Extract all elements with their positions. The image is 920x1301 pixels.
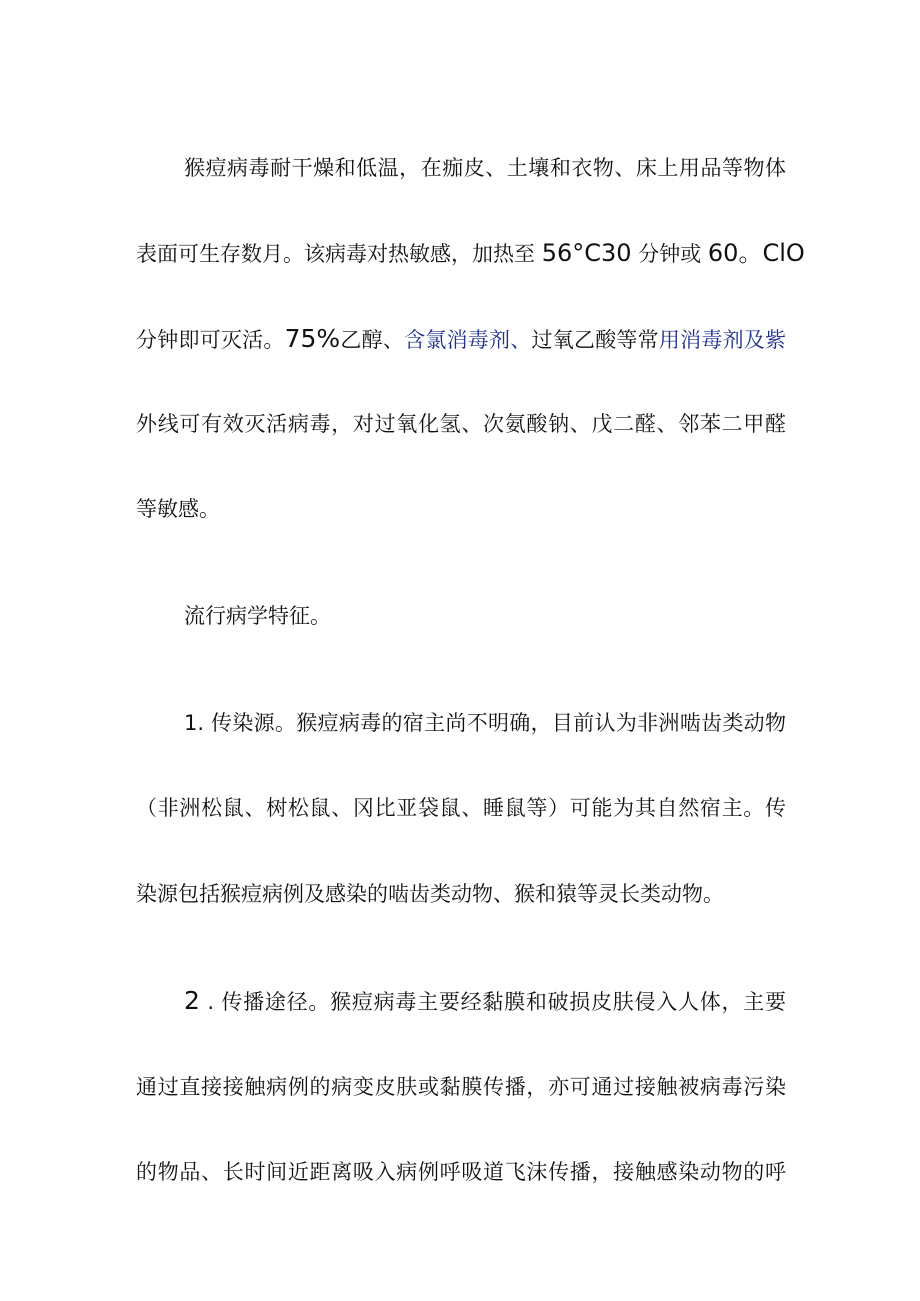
- section-heading: 流行病学特征。: [184, 604, 331, 628]
- p1-line-3: [136, 319, 786, 359]
- p3-line-3: 的物品、长时间近距离吸入病例呼吸道飞沫传播，接触感染动物的呼: [136, 1160, 786, 1184]
- p3-number: 2: [184, 986, 200, 1015]
- p1-chlorine-disinfectant-link[interactable]: 含氯消毒剂、: [404, 328, 532, 352]
- p1-percent: 75%: [284, 324, 341, 353]
- p1-line-3-text-a: 分钟即可灭活。: [136, 328, 285, 352]
- p3-line-1-text: . 传播途径。猴痘病毒主要经黏膜和破损皮肤侵入人体，主要: [199, 990, 786, 1014]
- p2-line-1: 1. 传染源。猴痘病毒的宿主尚不明确，目前认为非洲啮齿类动物: [184, 711, 786, 735]
- p1-disinfectant-link[interactable]: 用消毒剂及紫: [658, 328, 787, 352]
- p1-line-2-text-a: 表面可生存数月。该病毒对热敏感，加热至: [136, 242, 535, 266]
- p1-line-4: 外线可有效灭活病毒，对过氧化氢、次氨酸钠、戊二醛、邻苯二甲醛: [136, 412, 786, 436]
- p3-line-2: 通过直接接触病例的病变皮肤或黏膜传播，亦可通过接触被病毒污染: [136, 1075, 786, 1099]
- p2-line-3: 染源包括猴痘病例及感染的啮齿类动物、猴和猿等灵长类动物。: [136, 882, 724, 906]
- p1-line-2: [136, 233, 805, 273]
- p1-line-2-text-c: 分钟或: [638, 242, 702, 266]
- p1-temperature: 56°C30: [541, 239, 632, 267]
- p1-temperature-2: 60。ClO: [707, 239, 805, 267]
- p1-line-1: 猴痘病毒耐干燥和低温，在痂皮、土壤和衣物、床上用品等物体: [184, 156, 786, 180]
- p2-line-2: （非洲松鼠、树松鼠、冈比亚袋鼠、睡鼠等）可能为其自然宿主。传: [136, 796, 786, 820]
- p1-line-3-text-e: 过氧乙酸等常: [531, 328, 659, 352]
- p1-line-3-text-c: 乙醇、: [340, 328, 405, 352]
- p3-line-1: [184, 981, 786, 1021]
- p1-line-5: 等敏感。: [136, 497, 220, 521]
